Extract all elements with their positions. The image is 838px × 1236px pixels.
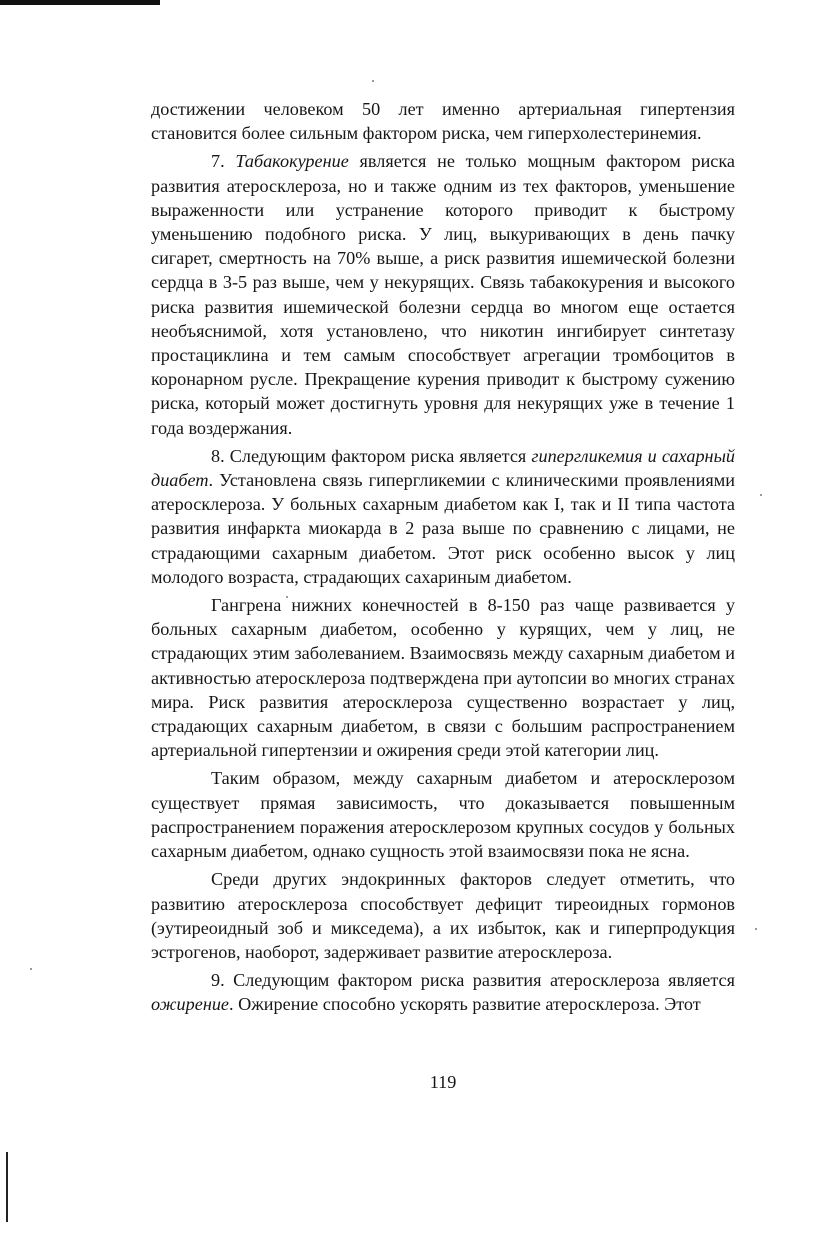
paragraph-3 [151, 444, 735, 589]
scan-speck [755, 928, 757, 930]
paragraph-3-text: . Установлена связь гипергликемии с клиническими проявлениями атеросклероза. У больных сахарным диабетом как I, так и II типа частота развития инфаркта миокарда в 2 раза выше по сравнению с лицами, не страдающими сахарным диабетом. Этот риск особенно высок у лиц молодого возраста, страдающих сахариным диабетом. [151, 470, 735, 587]
paragraph-7-emphasis: ожирение [151, 994, 230, 1015]
paragraph-5 [151, 766, 735, 863]
paragraph-6-text: Среди других эндокринных факторов следует отметить, что развитию атеросклероза способствует дефицит тиреоидных гормонов (эутиреоидный зоб и микседема), а их избыток, как и гиперпродукция эстрогенов, наоборот, задерживает развитие атеросклероза. [151, 869, 735, 962]
scan-speck [760, 494, 762, 496]
paragraph-7-text: 9. Следующим фактором риска развития атеросклероза является [211, 970, 735, 991]
paragraph-2-emphasis: Табакокурение [235, 151, 349, 172]
paragraph-5-text: Таким образом, между сахарным диабетом и атеросклерозом существует прямая зависимость, что доказывается повышенным распространением поражения атеросклерозом крупных сосудов у больных сахарным диабетом, однако сущность этой взаимосвязи пока не ясна. [151, 768, 735, 862]
paragraph-6 [151, 867, 735, 964]
paragraph-1 [151, 97, 735, 145]
paragraph-3-emphasis: гипергликемия и сахарный диабет [151, 445, 735, 491]
scan-speck [372, 80, 374, 82]
paragraph-7-text: . Ожирение способно ускорять развитие атеросклероза. Этот [229, 994, 701, 1015]
document-body [151, 97, 735, 1017]
paragraph-4-text: Гангрена нижних конечностей в 8-150 раз чаще развивается у больных сахарным диабетом, особенно у курящих, чем у лиц, не страдающих этим заболеванием. Взаимосвязь между сахарным диабетом и активностью атеросклероза подтверждена при аутопсии во многих странах мира. Риск развития атеросклероза существенно возрастает у лиц, страдающих сахарным диабетом, в связи с большим распространением артериальной гипертензии и ожирения среди этой категории лиц. [151, 595, 735, 761]
paragraph-7 [151, 968, 735, 1016]
paragraph-4 [151, 593, 735, 762]
paragraph-2-text: 7. [211, 151, 236, 172]
scan-edge-mark [6, 1152, 8, 1222]
page-number: 119 [429, 1072, 457, 1092]
scan-speck [30, 968, 32, 970]
paragraph-2 [151, 149, 735, 439]
paragraph-1-text: достижении человеком 50 лет именно артериальная гипертензия становится более сильным фактором риска, чем гиперхолестеринемия. [151, 99, 735, 144]
paragraph-2-text: является не только мощным фактором риска развития атеросклероза, но и также одним из тех факторов, уменьшение выраженности или устранение которого приводит к быстрому уменьшению подобного риска. У лиц, выкуривающих в день пачку сигарет, смертность на 70% выше, а риск развития ишемической болезни сердца в 3-5 раз выше, чем у некурящих. Связь табакокурения и высокого риска развития ишемической болезни сердца во многом еще остается необъяснимой, хотя установлено, что никотин ингибирует синтетазу простациклина и тем самым способствует агрегации тромбоцитов в коронарном русле. Прекращение курения приводит к быстрому сужению риска, который может достигнуть уровня для некурящих уже в течение 1 года воздержания. [151, 151, 736, 438]
scan-border-mark [0, 0, 160, 5]
paragraph-3-text: 8. Следующим фактором риска является [211, 445, 532, 466]
